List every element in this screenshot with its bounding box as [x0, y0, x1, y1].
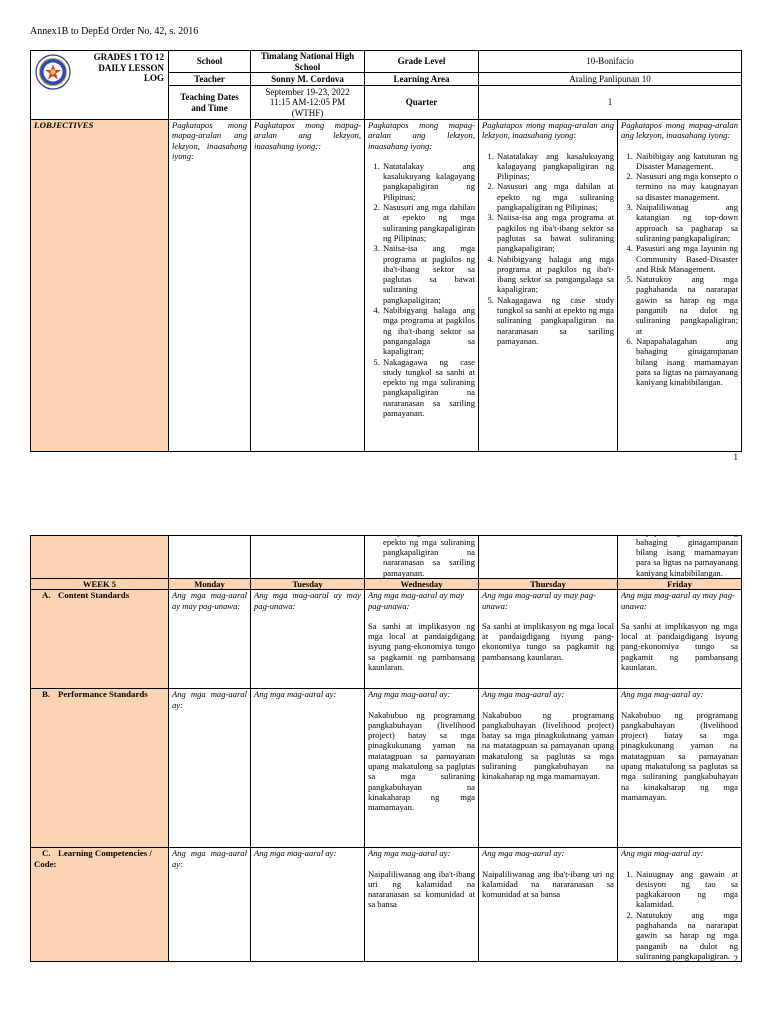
cell-intro: Ang mga mag-aaral ay may pag-unawa: — [621, 590, 735, 611]
objective-item: 5. Nakagagawa ng case study tungkol sa sanhi at epekto ng mga suliraning pangkapaligiran na nararanasan sa sariling pamayanan. — [382, 357, 475, 419]
cell-intro: Ang mga mag-aaral ay may pag-unawa: — [482, 590, 596, 611]
objective-item: 3. Naipaliliwanag ang katangian ng top-down approach sa pagharap sa suliraning pangkapaligiran; — [635, 202, 738, 243]
teaching-dates-value — [251, 86, 365, 120]
performance-standards-tuesday: Ang mga mag-aaral ay: — [251, 689, 365, 848]
school-value: Timalang National High School — [251, 51, 365, 73]
learning-competencies-monday: Ang mga mag-aaral ay: — [169, 848, 251, 962]
objective-item: 5. epekto ng mga suliraning pangkapaligiran na nararanasan sa sariling pamayanan. — [382, 536, 475, 579]
grade-level-value: 10-Bonifacio — [479, 51, 742, 73]
objective-item: 3. Naiisa-isa ang mga programa at pagkilos ng iba't-ibang sektor sa paglutas sa bawat suliraning pangkapaligiran; — [496, 212, 614, 253]
cell-intro: Ang mga mag-aaral ay: — [368, 689, 451, 700]
school-label: School — [169, 51, 251, 73]
objective-item: 1. Naiuugnay ang gawain at desisyon ng tao sa pagkakaroon ng mga kalamidad. — [635, 869, 738, 910]
day-header-friday: Friday — [618, 579, 742, 590]
dll-title-line: DAILY LESSON — [98, 62, 164, 73]
cell-intro: Ang mga mag-aaral ay: — [482, 689, 565, 700]
objective-item: 2. Nasusuri ang mga dahilan at epekto ng mga suliraning pangkapaligiran ng Pilipinas; — [382, 202, 475, 243]
day-header-thursday: Thursday — [479, 579, 618, 590]
objective-item: 4. Pasusuri ang mga layunin ng Community Based-Disaster and Risk Management. — [635, 243, 738, 274]
deped-seal-icon — [35, 54, 71, 90]
objectives-monday: Pagkatapos mong mapag-aralan ang lekzyon, inaasahang iyong: — [169, 120, 251, 452]
objectives-continuation-label — [31, 536, 169, 579]
content-standards-friday — [618, 590, 742, 689]
learning-competencies-label — [31, 848, 169, 962]
objectives-intro: Pagkatapos mong mapag-aralan ang lekzyon, inaasahang iyong: — [368, 120, 475, 151]
content-standards-monday: Ang mga mag-aaral ay may pag-unawa: — [169, 590, 251, 689]
learning-area-label: Learning Area — [365, 73, 479, 86]
cell-intro: Ang mga mag-aaral ay: — [621, 689, 704, 700]
learning-competencies-thursday — [479, 848, 618, 962]
objective-item: 4. Nabibigyang halaga ang mga programa at pagkilos ng iba't-ibang sektor sa pangangalaga sa kapaligiran; — [382, 305, 475, 356]
teacher-label: Teacher — [169, 73, 251, 86]
content-standards-tuesday: Ang mga mag-aaral ay may pag-unawa: — [251, 590, 365, 689]
row-label: Performance Standards — [58, 689, 148, 700]
objectives-list — [482, 151, 614, 347]
objectives-list — [621, 536, 738, 579]
annex-reference: Annex1B to DepEd Order No. 42, s. 2016 — [30, 26, 199, 37]
objective-item: 6. Napapahalagahan ang bahaging ginagampanan bilang isang mamamayan para sa ligtas na pamayanang kaniyang kinabibilangan. — [635, 336, 738, 387]
performance-standards-wednesday — [365, 689, 479, 848]
day-header-wednesday: Wednesday — [365, 579, 479, 590]
objectives-continuation-wednesday — [365, 536, 479, 579]
objectives-tuesday: Pagkatapos mong mapag-aralan ang lekzyon, inaasahang iyong:: — [251, 120, 365, 452]
performance-standards-thursday — [479, 689, 618, 848]
cell-body: Naipaliliwanag ang iba't-ibang uri ng kalamidad na nararanasan sa komunidad at sa bansa — [368, 868, 475, 910]
content-standards-label — [31, 590, 169, 689]
objectives-list — [621, 151, 738, 388]
dll-title-line: LOG — [143, 73, 164, 83]
objectives-friday — [618, 120, 742, 452]
cell-body: Sa sanhi at implikasyon ng mga local at pandaigdigang isyung pang-ekonomiya tungo sa pagkamit ng pambansang kaunlaran. — [368, 620, 475, 673]
objective-item: 1. Natatalakay ang kasalukuyang kalagayang pangkapaligiran ng Pilipinas; — [496, 151, 614, 182]
teaching-dates-label: Teaching Dates and Time — [169, 86, 251, 120]
objective-item: 3. Naiisa-isa ang mga programa at pagkilos ng iba't-ibang sektor sa paglutas sa bawat suliraning pangkapaligiran; — [382, 243, 475, 305]
objectives-continuation-tuesday — [251, 536, 365, 579]
grade-level-label: Grade Level — [365, 51, 479, 73]
performance-standards-monday: Ang mga mag-aaral ay: — [169, 689, 251, 848]
content-standards-wednesday — [365, 590, 479, 689]
learning-competencies-wednesday — [365, 848, 479, 962]
quarter-value: 1 — [479, 86, 742, 120]
cell-intro: Ang mga mag-aaral ay: — [482, 848, 565, 859]
objectives-wednesday — [365, 120, 479, 452]
quarter-label: Quarter — [365, 86, 479, 120]
header-table — [30, 50, 742, 120]
objectives-section-label: I.OBJECTIVES — [31, 120, 169, 452]
objective-item: 2. Nasusuri ang mga konsepto o termino na may kaugnayan sa disaster management. — [635, 171, 738, 202]
teaching-date-line: September 19-23, 2022 — [265, 87, 350, 98]
performance-standards-label — [31, 689, 169, 848]
objective-item: 1. Natatalakay ang kasalukuyang kalagayang pangkapaligiran ng Pilipinas; — [382, 161, 475, 202]
page-number: 2 — [733, 954, 738, 964]
cell-intro: Ang mga mag-aaral ay may pag-unawa: — [368, 590, 464, 611]
objectives-continuation-thursday — [479, 536, 618, 579]
learning-area-value: Araling Panlipunan 10 — [479, 73, 742, 86]
objectives-thursday — [479, 120, 618, 452]
objectives-continuation-monday — [169, 536, 251, 579]
objectives-list — [368, 536, 475, 579]
objectives-list — [368, 161, 475, 418]
week-table — [30, 535, 742, 962]
teaching-time-line: 11:15 AM-12:05 PM — [269, 97, 346, 108]
learning-competencies-friday — [618, 848, 742, 962]
cell-body: Sa sanhi at implikasyon ng mga local at pandaigdigang isyung pang-ekonomiya tungo sa pagkamit ng pambansang kaunlaran. — [621, 620, 738, 673]
week-label: WEEK 5 — [31, 579, 169, 590]
dll-title — [94, 52, 164, 84]
objective-item: 6. bahaging ginagampanan bilang isang mamamayan para sa ligtas na pamayanang kaniyang kinabibilangan. — [635, 536, 738, 579]
content-standards-thursday — [479, 590, 618, 689]
teacher-value: Sonny M. Cordova — [251, 73, 365, 86]
learning-competencies-tuesday: Ang mga mag-aaral ay: — [251, 848, 365, 962]
objective-item: 5. Nakagagawa ng case study tungkol sa sanhi at epekto ng mga suliraning pangkapaligiran na nararanasan sa sariling pamayanan. — [496, 295, 614, 346]
objective-item: 4. Nabibigyang halaga ang mga programa at pagkilos ng iba't-ibang sektor sa pangangalaga sa kapaligiran; — [496, 254, 614, 295]
objective-item: 2. Natutukoy ang mga paghahanda na nararapat gawin sa harap ng mga panganib na dulot ng suliraning pangkapaligiran. — [635, 910, 738, 961]
row-letter: A. — [42, 590, 51, 601]
cell-body: Nakabubuo ng programang pangkabuhayan (livelihood project) batay sa mga pinagkukunang yaman na matatagpuan sa pamayanan upang makatulong sa paglutas sa mga suliraning pangkabuhayan na kinakaharap ng mga mamamayan. — [621, 709, 738, 802]
cell-body: Sa sanhi at implikasyon ng mga local at pandaigdigang isyung pang-ekonomiya tungo sa pagkamit ng pambansang kaunlaran. — [482, 620, 614, 662]
objective-item: 2. Nasusuri ang mga dahilan at epekto ng mga suliraning pangkapaligiran ng Pilipinas; — [496, 181, 614, 212]
row-label: Learning Competencies / Code: — [34, 848, 152, 869]
cell-intro: Ang mga mag-aaral ay: — [368, 848, 451, 859]
objectives-intro: Pagkatapos mong mapag-aralan ang lekzyon, inaasahang iyong: — [621, 120, 738, 141]
objectives-continuation-friday — [618, 536, 742, 579]
cell-body: Nakabubuo ng programang pangkabuhayan (livelihood project) batay sa mga pinagkukunang yaman na matatagpuan sa pamayanan upang makatulong sa paglutas sa mga suliraning pangkabuhayan na kinakaharap ng mga mamamayan. — [482, 709, 614, 782]
page-number: 1 — [733, 452, 738, 462]
row-letter: B. — [42, 689, 51, 700]
cell-body: Nakabubuo ng programang pangkabuhayan (livelihood project) batay sa mga pinagkukunang yaman na matatagpuan sa pamayanan upang makatulong sa paglutas sa mga suliraning pangkabuhayan na kinakaharap ng mga mamamayan. — [368, 709, 475, 813]
objectives-table — [30, 119, 742, 452]
day-header-monday: Monday — [169, 579, 251, 590]
cell-intro: Ang mga mag-aaral ay: — [621, 848, 704, 859]
objective-item: 1. Naibibigay ang katuturan ng Disaster Management. — [635, 151, 738, 172]
objectives-intro: Pagkatapos mong mapag-aralan ang lekzyon, inaasahang iyong: — [482, 120, 614, 141]
row-label: Content Standards — [58, 590, 130, 601]
dll-title-cell — [31, 51, 169, 120]
objective-item: 5. Natutukoy ang mga paghahanda na nararapat gawin sa harap ng mga panganib na dulot ng suliraning pangkapaligiran; at — [635, 274, 738, 336]
row-letter: C. — [42, 848, 51, 859]
teaching-days-line: (WTHF) — [291, 107, 324, 118]
performance-standards-friday — [618, 689, 742, 848]
competencies-list — [621, 869, 738, 962]
dll-title-line: GRADES 1 TO 12 — [93, 52, 164, 62]
day-header-tuesday: Tuesday — [251, 579, 365, 590]
page-2 — [0, 512, 768, 1024]
cell-body: Naipaliliwanag ang iba't-ibang uri ng kalamidad na nararanasan sa komunidad at sa bansa — [482, 868, 614, 900]
